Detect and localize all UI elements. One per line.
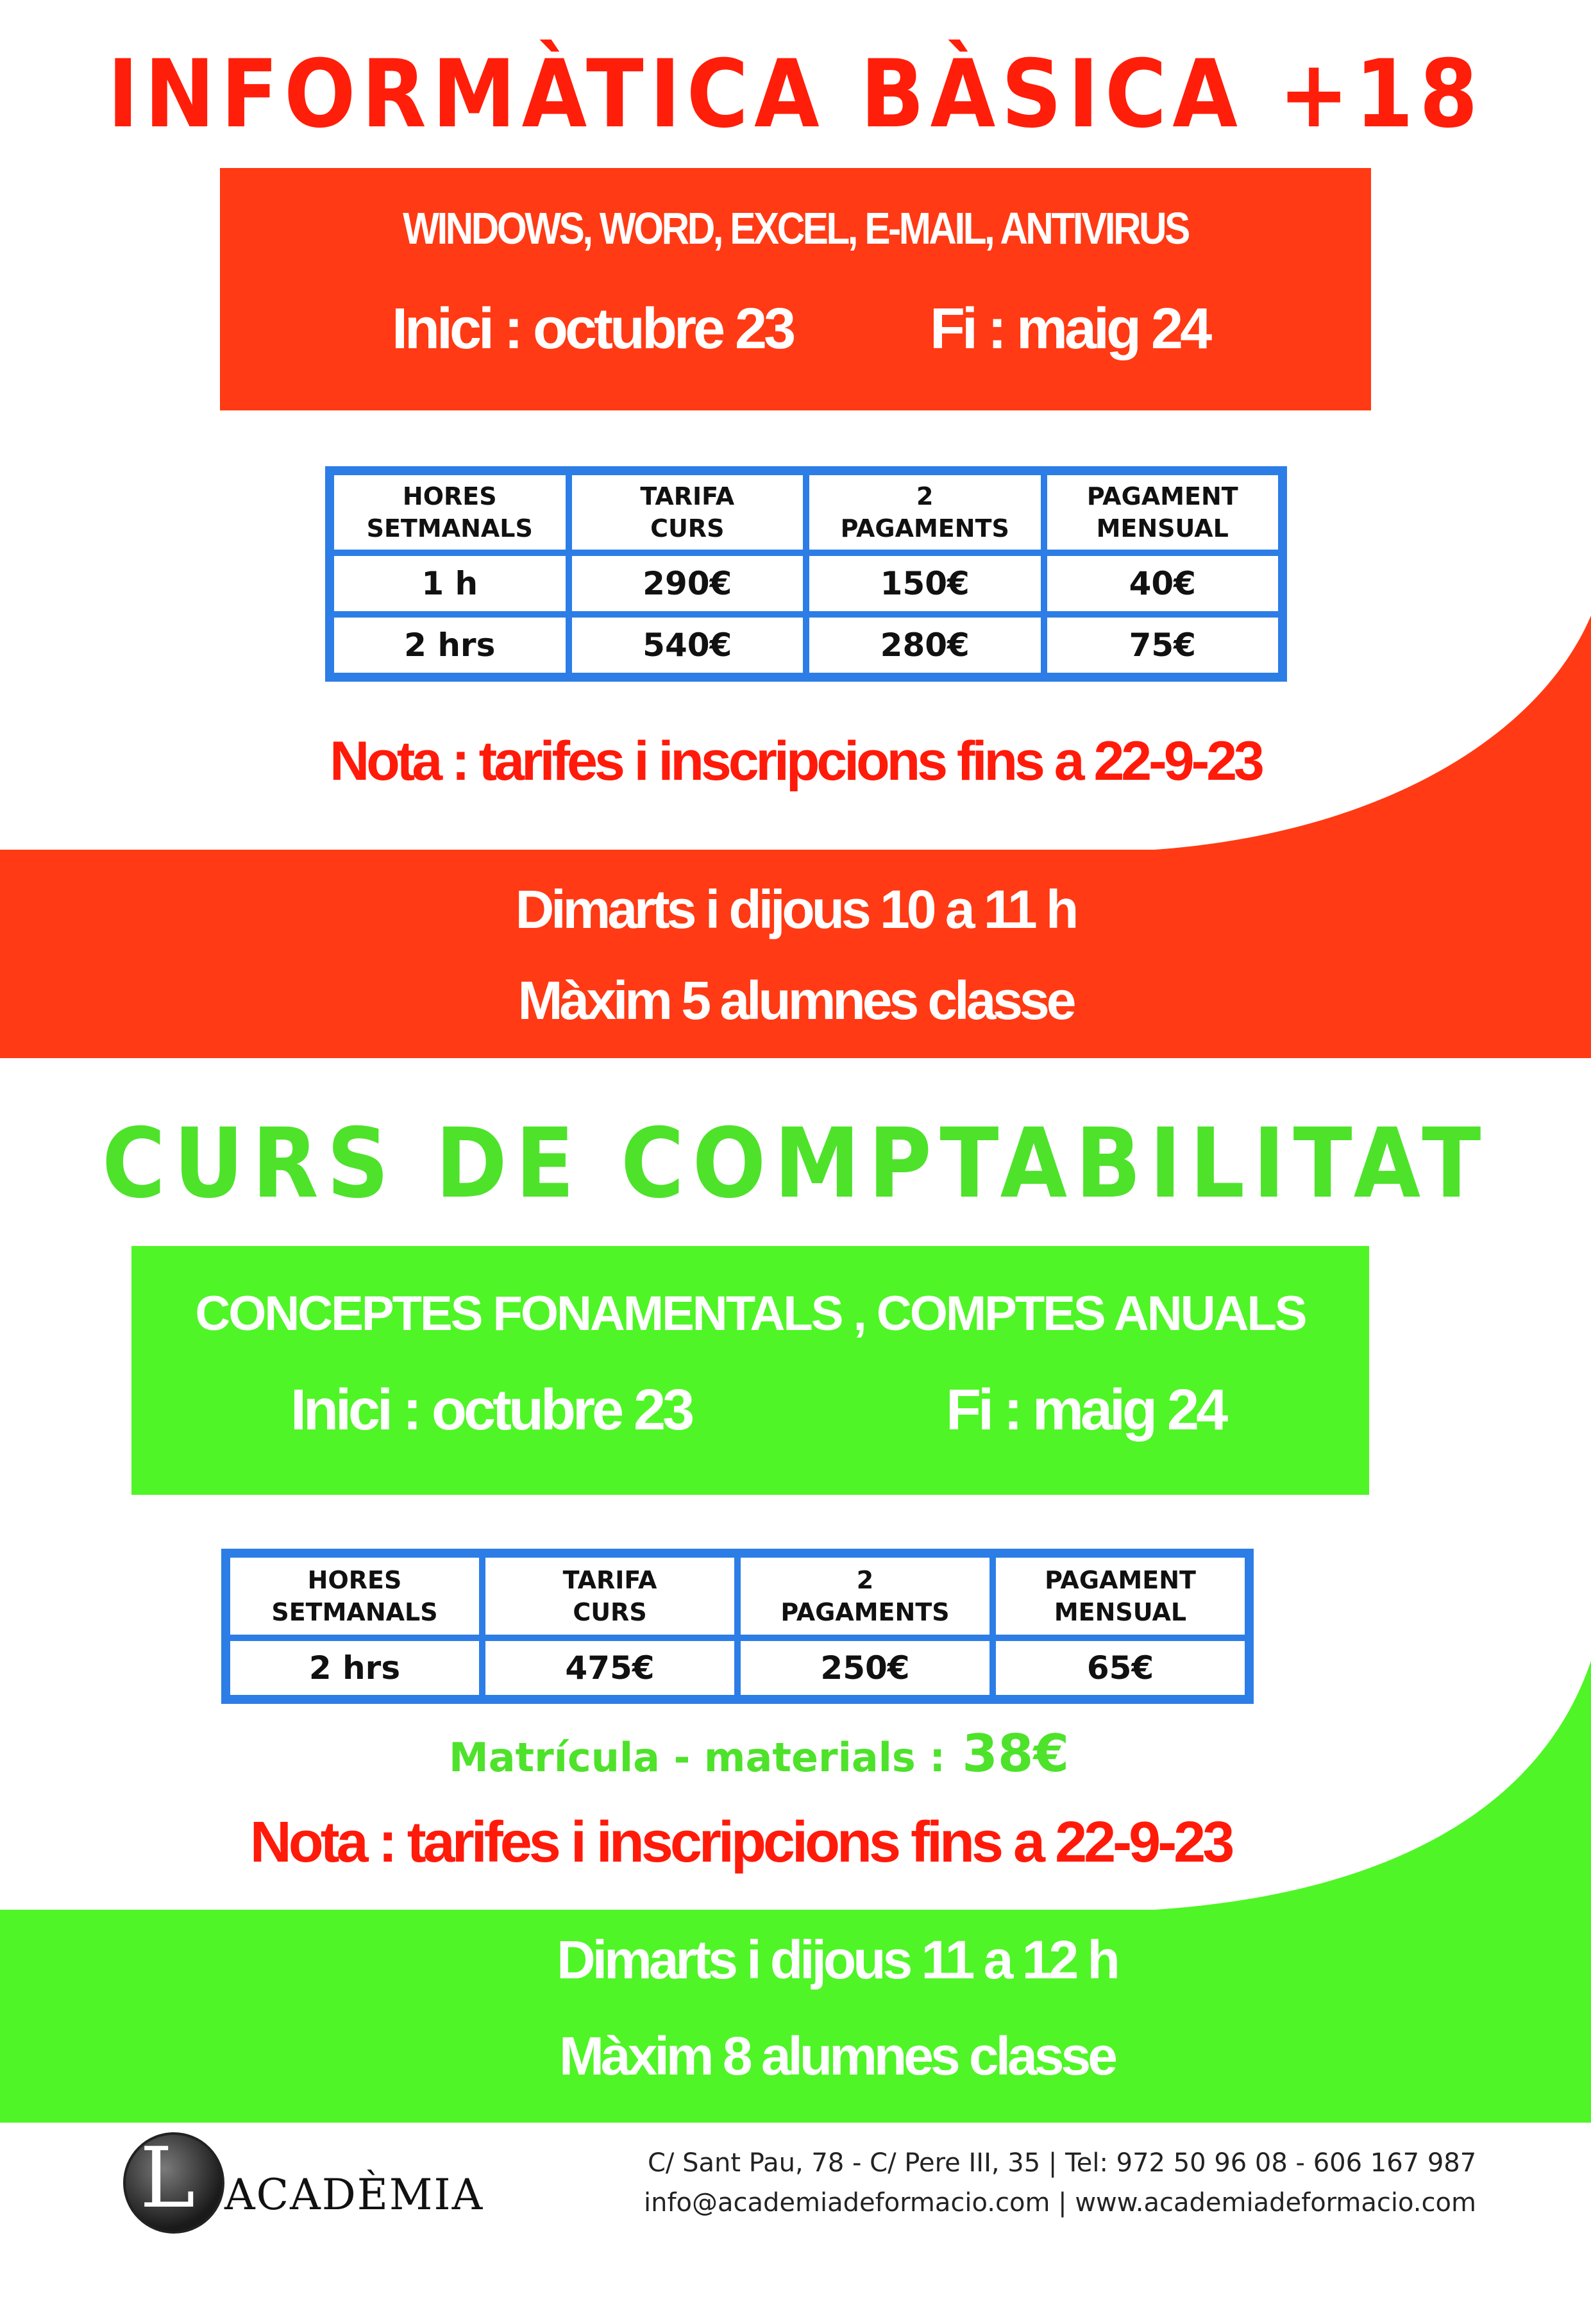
course1-price-table [325, 466, 1287, 682]
course1-info-box [220, 168, 1371, 410]
table-header-row [227, 1554, 1248, 1638]
header-fee: TARIFA CURS [569, 472, 807, 553]
course2-registration-fee [449, 1724, 1069, 1783]
cell-hours: 1 h [331, 553, 569, 614]
header-hours: HORES SETMANALS [331, 472, 569, 553]
course2-topics: CONCEPTES FONAMENTALS , COMPTES ANUALS [195, 1286, 1306, 1341]
cell-fee: 475€ [482, 1638, 737, 1698]
course1-note: Nota : tarifes i inscripcions fins a 22-9-23 [330, 730, 1261, 792]
course2-price-table [221, 1549, 1254, 1704]
course2-start-date: Inici : octubre 23 [290, 1378, 692, 1442]
cell-hours: 2 hrs [227, 1638, 482, 1698]
table-row [331, 614, 1281, 676]
cell-monthly: 40€ [1044, 553, 1282, 614]
header-two-payments: 2 PAGAMENTS [737, 1554, 993, 1638]
header-monthly: PAGAMENT MENSUAL [1044, 472, 1282, 553]
footer-address: C/ Sant Pau, 78 - C/ Pere III, 35 | Tel: 972 50 96 08 - 606 167 987 [648, 2148, 1477, 2178]
registration-label: Matrícula - materials : [449, 1734, 946, 1781]
header-hours: HORES SETMANALS [227, 1554, 482, 1638]
logo-name: ACADÈMIA [224, 2170, 484, 2219]
course2-capacity: Màxim 8 alumnes classe [559, 2026, 1115, 2086]
cell-monthly: 75€ [1044, 614, 1282, 676]
logo-letter: L´ [140, 2129, 196, 2324]
cell-fee: 290€ [569, 553, 807, 614]
course1-topics: WINDOWS, WORD, EXCEL, E-MAIL, ANTIVIRUS [403, 203, 1188, 253]
cell-hours: 2 hrs [331, 614, 569, 676]
cell-fee: 540€ [569, 614, 807, 676]
header-fee: TARIFA CURS [482, 1554, 737, 1638]
registration-amount: 38€ [962, 1724, 1070, 1783]
cell-monthly: 65€ [993, 1638, 1248, 1698]
table-header-row [331, 472, 1281, 553]
course2-title: CURS DE COMPTABILITAT [101, 1108, 1490, 1220]
cell-two-payments: 250€ [737, 1638, 993, 1698]
course2-info-box [131, 1246, 1369, 1495]
table-row [227, 1638, 1248, 1698]
course2-end-date: Fi : maig 24 [946, 1378, 1225, 1442]
course1-start-date: Inici : octubre 23 [392, 297, 793, 361]
header-two-payments: 2 PAGAMENTS [806, 472, 1044, 553]
course2-schedule: Dimarts i dijous 11 a 12 h [557, 1930, 1117, 1990]
course1-capacity: Màxim 5 alumnes classe [518, 970, 1073, 1031]
cell-two-payments: 280€ [806, 614, 1044, 676]
table-row [331, 553, 1281, 614]
course1-schedule: Dimarts i dijous 10 a 11 h [515, 879, 1076, 939]
footer-contact: info@academiadeformacio.com | www.academiadeformacio.com [644, 2188, 1476, 2218]
course1-end-date: Fi : maig 24 [930, 297, 1209, 361]
course1-title: INFORMÀTICA BÀSICA +18 [107, 40, 1484, 149]
header-monthly: PAGAMENT MENSUAL [993, 1554, 1248, 1638]
cell-two-payments: 150€ [806, 553, 1044, 614]
course2-note: Nota : tarifes i inscripcions fins a 22-9-23 [249, 1810, 1232, 1874]
